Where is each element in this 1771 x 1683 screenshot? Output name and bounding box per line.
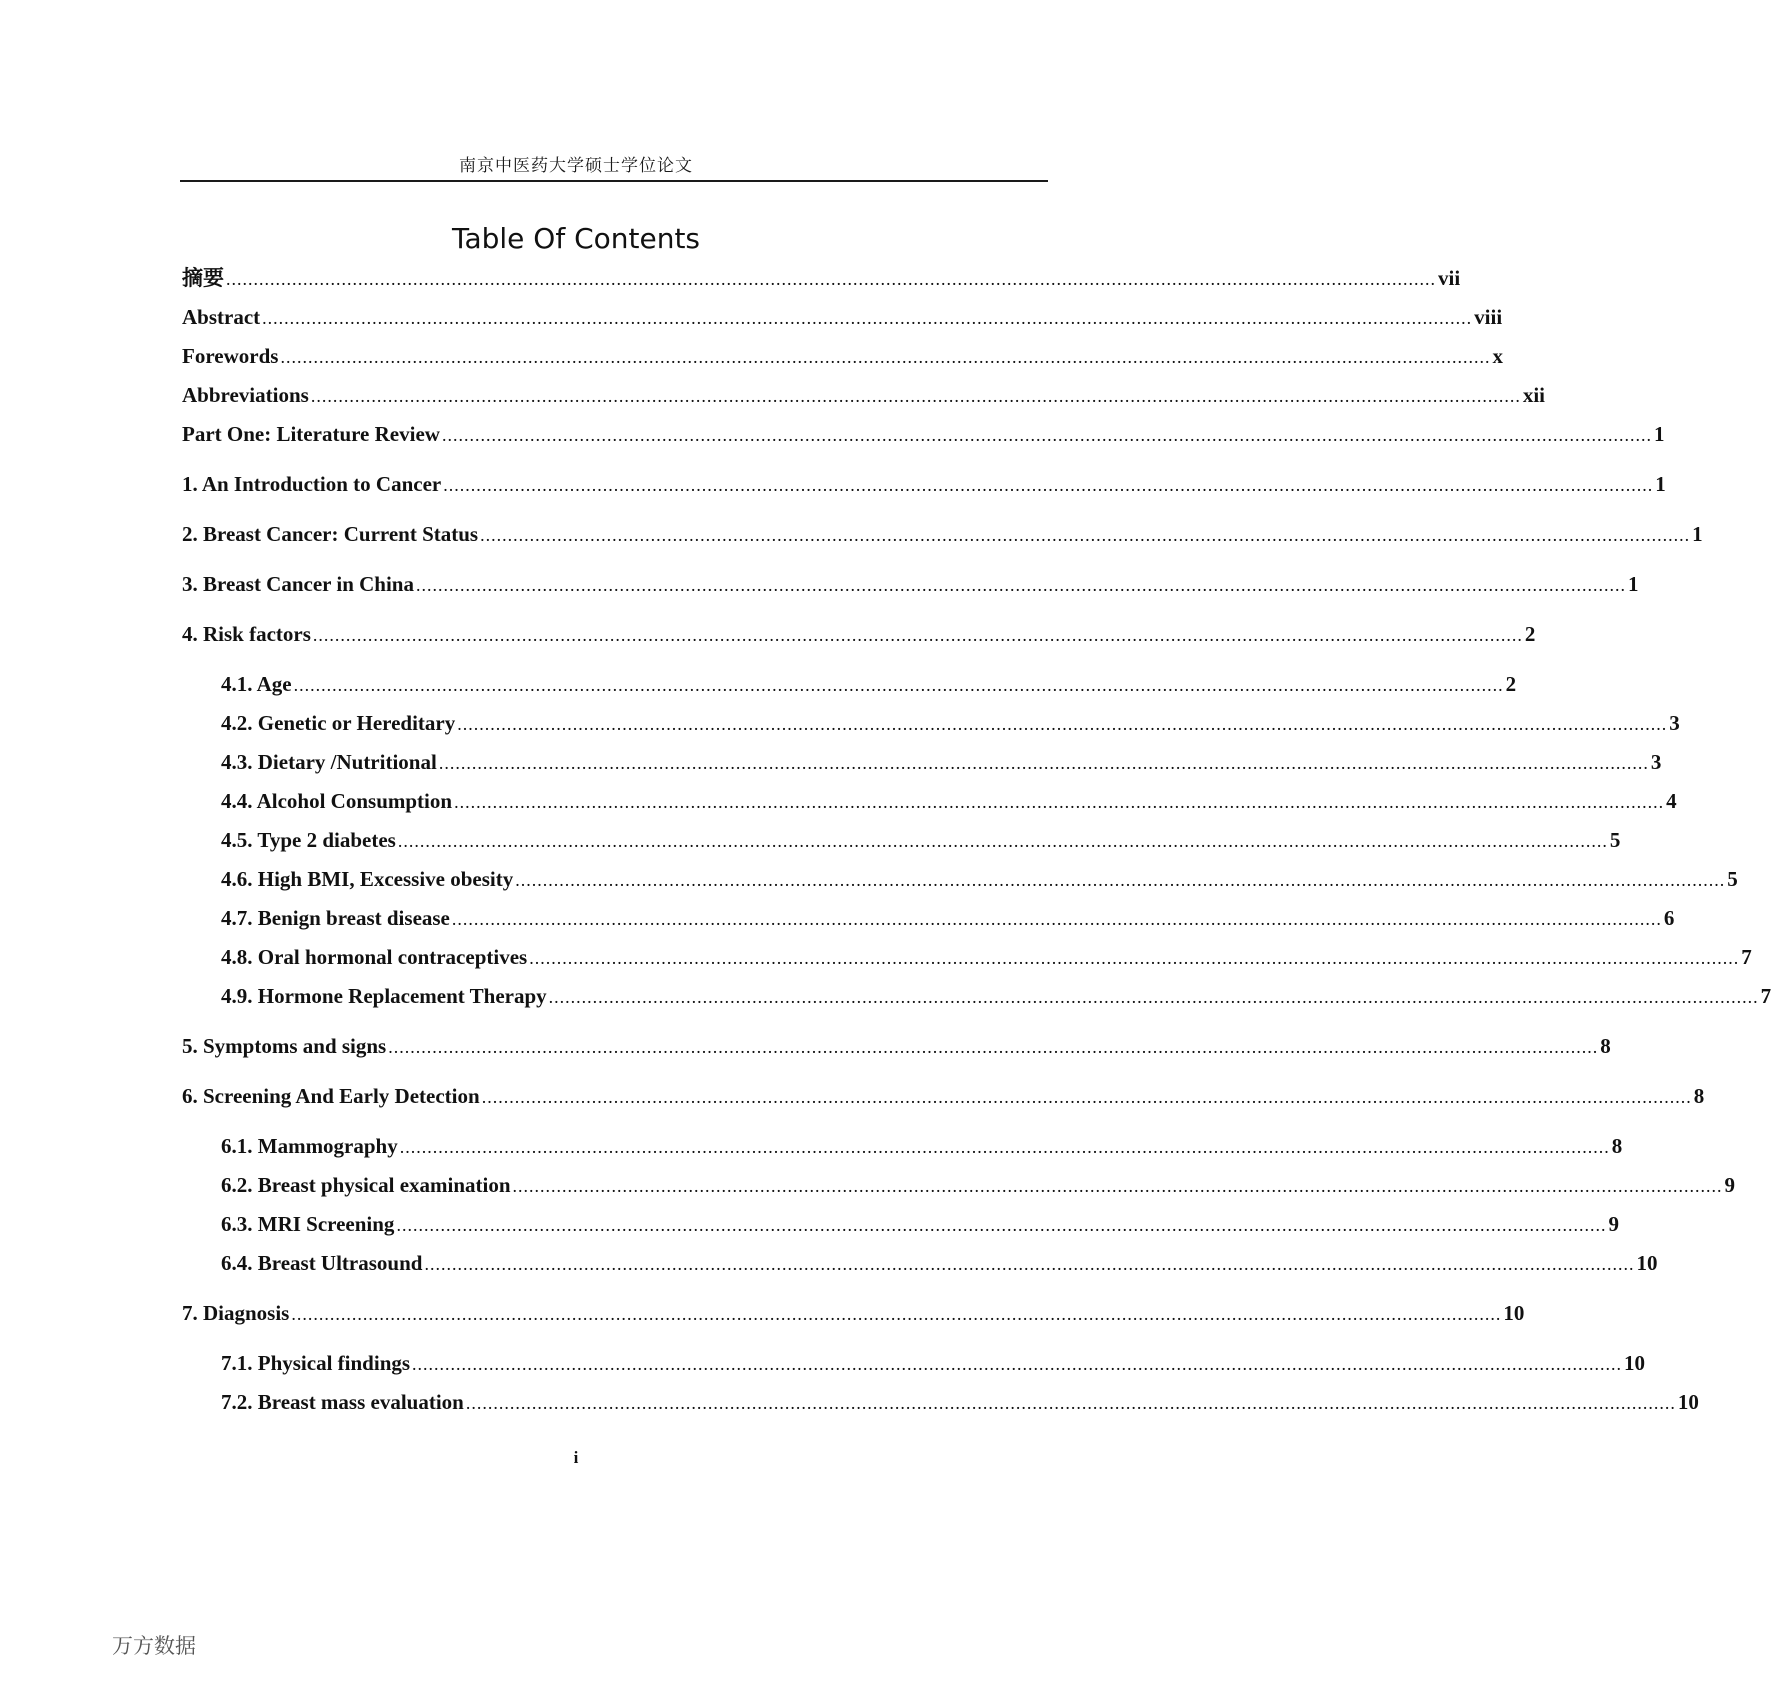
toc-entry-label: 4.6. High BMI, Excessive obesity xyxy=(221,867,514,891)
toc-entry-label: 1. An Introduction to Cancer xyxy=(182,472,442,496)
toc-entry-label: 4. Risk factors xyxy=(182,622,311,646)
toc-leader-dots: ............................................................................................................................................................................................................................ xyxy=(512,1176,1723,1196)
toc-leader-dots: ............................................................................................................................................................................................................................ xyxy=(454,792,1665,812)
toc-entry[interactable] xyxy=(182,620,1536,648)
watermark: 万方数据 xyxy=(112,1634,196,1658)
toc-entry-page: 9 xyxy=(1724,1173,1736,1197)
toc-entry-page: 2 xyxy=(1505,672,1517,696)
toc-leader-dots: ............................................................................................................................................................................................................................ xyxy=(424,1254,1635,1274)
toc-entry-label: Forewords xyxy=(182,344,279,368)
toc-leader-dots: ............................................................................................................................................................................................................................ xyxy=(480,525,1691,545)
toc-entry[interactable] xyxy=(221,748,1662,776)
toc-entry-page: 1 xyxy=(1655,472,1666,496)
toc-leader-dots: ............................................................................................................................................................................................................................ xyxy=(280,347,1491,367)
toc-entry-label: 7.1. Physical findings xyxy=(221,1351,411,1375)
toc-entry[interactable] xyxy=(221,982,1771,1010)
toc-entry-label: 7.2. Breast mass evaluation xyxy=(221,1390,464,1414)
toc-leader-dots: ............................................................................................................................................................................................................................ xyxy=(515,870,1726,890)
toc-entry-label: 6. Screening And Early Detection xyxy=(182,1084,480,1108)
toc-entry-page: 8 xyxy=(1600,1034,1611,1058)
toc-leader-dots: ............................................................................................................................................................................................................................ xyxy=(415,575,1626,595)
toc-entry-label: 摘要 xyxy=(182,266,224,290)
toc-entry-page: 3 xyxy=(1669,711,1680,735)
toc-entry[interactable] xyxy=(182,470,1666,498)
toc-entry[interactable] xyxy=(182,420,1665,448)
toc-entry[interactable] xyxy=(182,520,1703,548)
toc-leader-dots: ............................................................................................................................................................................................................................ xyxy=(226,269,1436,289)
toc-leader-dots: ............................................................................................................................................................................................................................ xyxy=(312,625,1523,645)
toc-leader-dots: ............................................................................................................................................................................................................................ xyxy=(388,1037,1599,1057)
toc-entry-label: 4.2. Genetic or Hereditary xyxy=(221,711,456,735)
page-number: i xyxy=(573,1448,579,1467)
toc-entry[interactable] xyxy=(221,709,1680,737)
toc-leader-dots: ............................................................................................................................................................................................................................ xyxy=(397,831,1608,851)
toc-entry-page: 3 xyxy=(1650,750,1662,774)
toc-entry[interactable] xyxy=(221,1210,1619,1238)
toc-leader-dots: ............................................................................................................................................................................................................................ xyxy=(396,1215,1607,1235)
toc-entry-label: 6.2. Breast physical examination xyxy=(221,1173,511,1197)
toc-leader-dots: ............................................................................................................................................................................................................................ xyxy=(412,1354,1623,1374)
toc-leader-dots: ............................................................................................................................................................................................................................ xyxy=(293,675,1504,695)
toc-entry-page: 7 xyxy=(1760,984,1771,1008)
toc-entry-page: xii xyxy=(1522,383,1545,407)
toc-entry-label: 4.7. Benign breast disease xyxy=(221,906,450,930)
toc-leader-dots: ............................................................................................................................................................................................................................ xyxy=(451,909,1662,929)
toc-entry[interactable] xyxy=(221,787,1677,815)
toc-entry-page: 4 xyxy=(1666,789,1677,813)
toc-leader-dots: ............................................................................................................................................................................................................................ xyxy=(465,1393,1676,1413)
toc-entry-label: 4.8. Oral hormonal contraceptives xyxy=(221,945,528,969)
toc-entry[interactable] xyxy=(221,670,1517,698)
toc-entry-label: 4.3. Dietary /Nutritional xyxy=(221,750,437,774)
toc-leader-dots: ............................................................................................................................................................................................................................ xyxy=(443,475,1654,495)
toc-entry-page: 6 xyxy=(1663,906,1675,930)
toc-entry-page: 5 xyxy=(1727,867,1738,891)
toc-entry-label: 4.4. Alcohol Consumption xyxy=(221,789,453,813)
header-rule xyxy=(180,180,1048,182)
toc-entry-page: 2 xyxy=(1524,622,1536,646)
toc-leader-dots: ............................................................................................................................................................................................................................ xyxy=(441,425,1652,445)
toc-entry[interactable] xyxy=(221,1132,1623,1160)
toc-entry-page: 7 xyxy=(1741,945,1752,969)
toc-leader-dots: ............................................................................................................................................................................................................................ xyxy=(262,308,1473,328)
toc-entry[interactable] xyxy=(221,904,1675,932)
toc-entry-page: x xyxy=(1492,344,1503,368)
toc-leader-dots: ............................................................................................................................................................................................................................ xyxy=(548,987,1759,1007)
toc-title: Table Of Contents xyxy=(451,222,701,255)
toc-leader-dots: ............................................................................................................................................................................................................................ xyxy=(481,1087,1692,1107)
toc-entry-page: 1 xyxy=(1627,572,1639,596)
toc-entry-label: Part One: Literature Review xyxy=(182,422,440,446)
toc-entry-label: 7. Diagnosis xyxy=(182,1301,290,1325)
toc-leader-dots: ............................................................................................................................................................................................................................ xyxy=(291,1304,1502,1324)
toc-entry[interactable] xyxy=(182,303,1503,331)
toc-leader-dots: ............................................................................................................................................................................................................................ xyxy=(399,1137,1610,1157)
toc-entry[interactable] xyxy=(182,1299,1525,1327)
toc-entry-label: 2. Breast Cancer: Current Status xyxy=(182,522,479,546)
toc-entry[interactable] xyxy=(182,1082,1705,1110)
toc-leader-dots: ............................................................................................................................................................................................................................ xyxy=(529,948,1740,968)
toc-entry[interactable] xyxy=(182,264,1461,292)
toc-leader-dots: ............................................................................................................................................................................................................................ xyxy=(457,714,1668,734)
toc-entry-label: 4.9. Hormone Replacement Therapy xyxy=(221,984,547,1008)
toc-entry[interactable] xyxy=(221,943,1752,971)
toc-entry[interactable] xyxy=(182,342,1503,370)
running-header: 南京中医药大学硕士学位论文 xyxy=(459,156,693,176)
toc-entry-page: 10 xyxy=(1636,1251,1658,1275)
toc-entry-label: 3. Breast Cancer in China xyxy=(182,572,414,596)
toc-entry[interactable] xyxy=(182,381,1545,409)
toc-entry-page: 10 xyxy=(1677,1390,1699,1414)
toc-leader-dots: ............................................................................................................................................................................................................................ xyxy=(438,753,1649,773)
toc-leader-dots: ............................................................................................................................................................................................................................ xyxy=(310,386,1521,406)
toc-entry[interactable] xyxy=(221,1249,1658,1277)
toc-entry-label: Abstract xyxy=(182,305,261,329)
toc-entry-label: 6.3. MRI Screening xyxy=(221,1212,395,1236)
toc-entry[interactable] xyxy=(221,865,1738,893)
toc-entry[interactable] xyxy=(221,1349,1646,1377)
toc-entry-label: 4.5. Type 2 diabetes xyxy=(221,828,396,852)
toc-entry-page: 1 xyxy=(1692,522,1703,546)
toc-entry-label: Abbreviations xyxy=(182,383,309,407)
toc-entry-page: 10 xyxy=(1503,1301,1525,1325)
toc-entry-label: 6.1. Mammography xyxy=(221,1134,398,1158)
toc-entry[interactable] xyxy=(221,1171,1736,1199)
toc-entry-page: 8 xyxy=(1693,1084,1705,1108)
toc-entry[interactable] xyxy=(182,1032,1611,1060)
toc-entry-label: 6.4. Breast Ultrasound xyxy=(221,1251,423,1275)
toc-entry-page: 1 xyxy=(1653,422,1665,446)
toc-entry-page: viii xyxy=(1474,305,1503,329)
toc-entry[interactable] xyxy=(182,570,1639,598)
toc-entry-page: 10 xyxy=(1624,1351,1646,1375)
toc-entry-page: 9 xyxy=(1608,1212,1619,1236)
toc-entry-page: vii xyxy=(1438,266,1461,290)
toc-entry-label: 4.1. Age xyxy=(221,672,292,696)
toc-entry[interactable] xyxy=(221,1388,1699,1416)
toc-entry-label: 5. Symptoms and signs xyxy=(182,1034,387,1058)
toc-entry[interactable] xyxy=(221,826,1621,854)
toc-entry-page: 5 xyxy=(1609,828,1621,852)
toc-entry-page: 8 xyxy=(1611,1134,1623,1158)
